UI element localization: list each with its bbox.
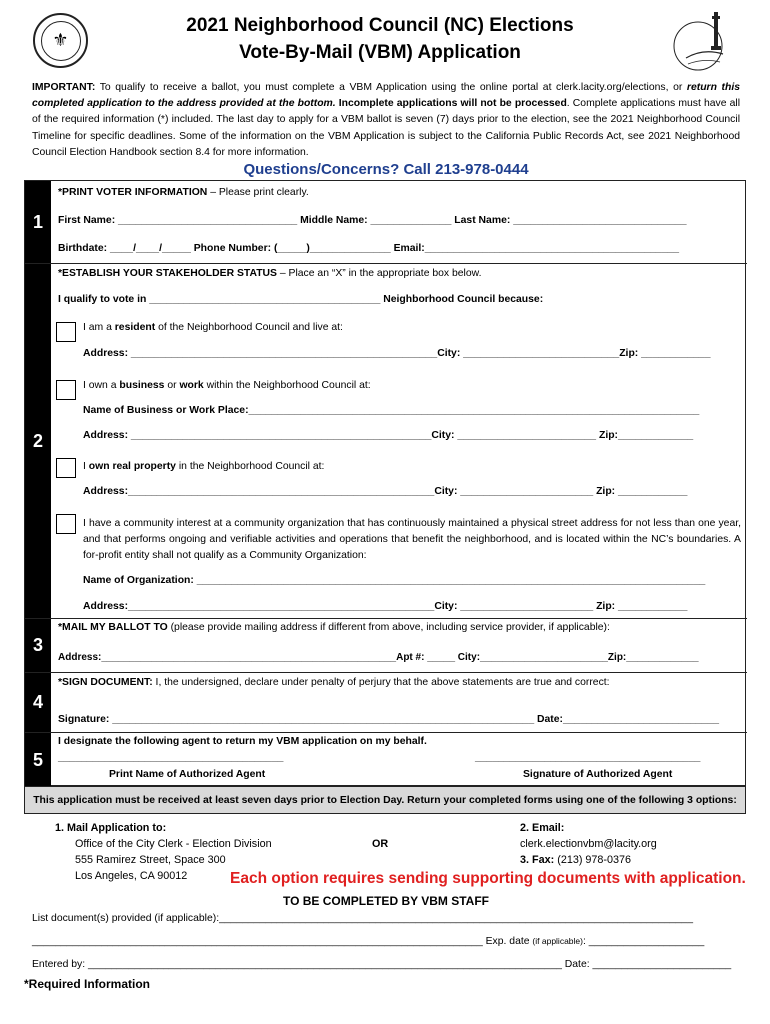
agent-signature-field[interactable]: _______________________________________	[475, 752, 701, 763]
mail-ballot-heading: *MAIL MY BALLOT TO (please provide mailing address if different from above, including service provider, if applicable):	[58, 622, 610, 633]
organization-name-field[interactable]: Name of Organization: ________________________________________________________________________________________	[83, 575, 706, 586]
page-title	[140, 12, 620, 66]
mail-address-line-1: Office of the City Clerk - Election Division	[75, 838, 272, 850]
email-option-title: 2. Email:	[520, 822, 565, 834]
mailing-address-field[interactable]: Address:_____________________________________________________Apt #: _____ City:_______________________Zip:_____________	[58, 652, 699, 663]
property-label: I own real property in the Neighborhood Council at:	[83, 461, 325, 472]
title-line-1: 2021 Neighborhood Council (NC) Elections	[186, 15, 574, 36]
email-address-link[interactable]: clerk.electionvbm@lacity.org	[520, 838, 657, 850]
stakeholder-heading: *ESTABLISH YOUR STAKEHOLDER STATUS – Place an “X” in the appropriate box below.	[58, 268, 482, 279]
resident-label: I am a resident of the Neighborhood Council and live at:	[83, 322, 343, 333]
city-clerk-logo	[668, 8, 743, 76]
agent-signature-label: Signature of Authorized Agent	[523, 769, 673, 780]
mail-address-line-2: 555 Ramirez Street, Space 300	[75, 854, 226, 866]
entered-by-field[interactable]: Entered by: __________________________________________________________________________________ Date: ________________________	[32, 959, 732, 970]
fax-option: 3. Fax: (213) 978-0376	[520, 854, 632, 866]
section-voter-info	[25, 181, 747, 263]
seal-emblem-icon: ⚜	[41, 21, 81, 61]
organization-address-field[interactable]: Address:_____________________________________________________City: _______________________ Zip: ____________	[83, 601, 688, 612]
section-mail-ballot	[25, 618, 747, 672]
important-incomplete-text: Incomplete applications will not be processed	[335, 98, 567, 110]
section-number-3: 3	[25, 619, 51, 672]
name-fields[interactable]: First Name: _______________________________ Middle Name: ______________ Last Name: ______________________________	[58, 215, 687, 226]
title-line-2: Vote-By-Mail (VBM) Application	[239, 42, 521, 63]
staff-section	[32, 894, 740, 970]
agent-name-field[interactable]: _______________________________________	[58, 752, 284, 763]
documents-provided-field[interactable]: List document(s) provided (if applicable):__________________________________________________________________________________	[32, 913, 693, 924]
resident-address-field[interactable]: Address: _____________________________________________________City: ___________________________Zip: ____________	[83, 348, 711, 359]
supporting-docs-warning: Each option requires sending supporting documents with application.	[230, 870, 746, 887]
section-number-5: 5	[25, 733, 51, 787]
voter-info-heading: *PRINT VOTER INFORMATION – Please print clearly.	[58, 187, 309, 198]
section-number-4: 4	[25, 673, 51, 732]
mail-address-line-3: Los Angeles, CA 90012	[75, 870, 188, 882]
business-name-field[interactable]: Name of Business or Work Place:______________________________________________________________________________	[83, 405, 700, 416]
section-authorized-agent	[25, 732, 747, 787]
staff-section-title: TO BE COMPLETED BY VBM STAFF	[282, 894, 489, 908]
questions-phone-line: Questions/Concerns? Call 213-978-0444	[243, 161, 529, 178]
qualify-nc-field[interactable]: I qualify to vote in ________________________________________ Neighborhood Council because:	[58, 294, 544, 305]
section-number-1: 1	[25, 181, 51, 263]
expiration-date-field[interactable]: ______________________________________________________________________________ Exp. date (if applicable): ____________________	[32, 936, 705, 947]
sign-heading: *SIGN DOCUMENT: I, the undersigned, declare under penalty of perjury that the above statements are true and correct:	[58, 677, 610, 688]
important-text-2: . Complete applications must have all of the required information (*) included. The last day to apply for a VBM ballot is seven (7) days prior to the election, see the 2021 Neighborhood Council Timeline for specific deadlines. Some of the information on the VBM Application is subject to the California Public Records Act, see 2021 Neighborhood Council Election Handbook section 8.4 for more information.	[32, 98, 740, 158]
resident-checkbox[interactable]	[56, 322, 76, 342]
agent-name-label: Print Name of Authorized Agent	[109, 769, 266, 780]
email-fax-options	[520, 820, 657, 868]
important-notice	[32, 80, 740, 161]
or-separator: OR	[372, 838, 389, 850]
application-form	[24, 180, 746, 786]
important-label: IMPORTANT:	[32, 82, 96, 93]
birth-phone-email-fields[interactable]: Birthdate: ____/____/_____ Phone Number: (_____)______________ Email:____________________________________________	[58, 243, 680, 254]
section-stakeholder-status	[25, 263, 747, 618]
mail-option-title: 1. Mail Application to:	[55, 822, 167, 834]
agent-heading: I designate the following agent to return my VBM application on my behalf.	[58, 736, 427, 747]
community-checkbox[interactable]	[56, 514, 76, 534]
deadline-bar: This application must be received at least seven days prior to Election Day. Return your completed forms using one of the following 3 options:	[24, 786, 746, 814]
section-number-2: 2	[25, 264, 51, 618]
important-text-1: To qualify to receive a ballot, you must complete a VBM Application using the online portal at clerk.lacity.org/elections, or	[95, 82, 687, 93]
required-information-note: *Required Information	[24, 977, 151, 991]
business-address-field[interactable]: Address: ____________________________________________________City: ________________________ Zip:_____________	[83, 430, 694, 441]
important-return-text: return this completed application to the address provided at the bottom.	[32, 82, 740, 110]
community-interest-text: I have a community interest at a community organization that has continuously maintained a physical street address for not less than one year, and that performs ongoing and verifiable activities and operations that benefit the neighborhood, and is located within the NC’s boundaries. A for-profit entity shall not qualify as a Community Organization:	[83, 518, 741, 561]
city-seal-logo	[33, 13, 88, 68]
business-checkbox[interactable]	[56, 380, 76, 400]
property-checkbox[interactable]	[56, 458, 76, 478]
section-sign-document	[25, 672, 747, 732]
signature-date-field[interactable]: Signature: _________________________________________________________________________ Date:___________________________	[58, 714, 720, 725]
property-address-field[interactable]: Address:_____________________________________________________City: _______________________ Zip: ____________	[83, 486, 688, 497]
business-label: I own a business or work within the Neighborhood Council at:	[83, 380, 371, 391]
